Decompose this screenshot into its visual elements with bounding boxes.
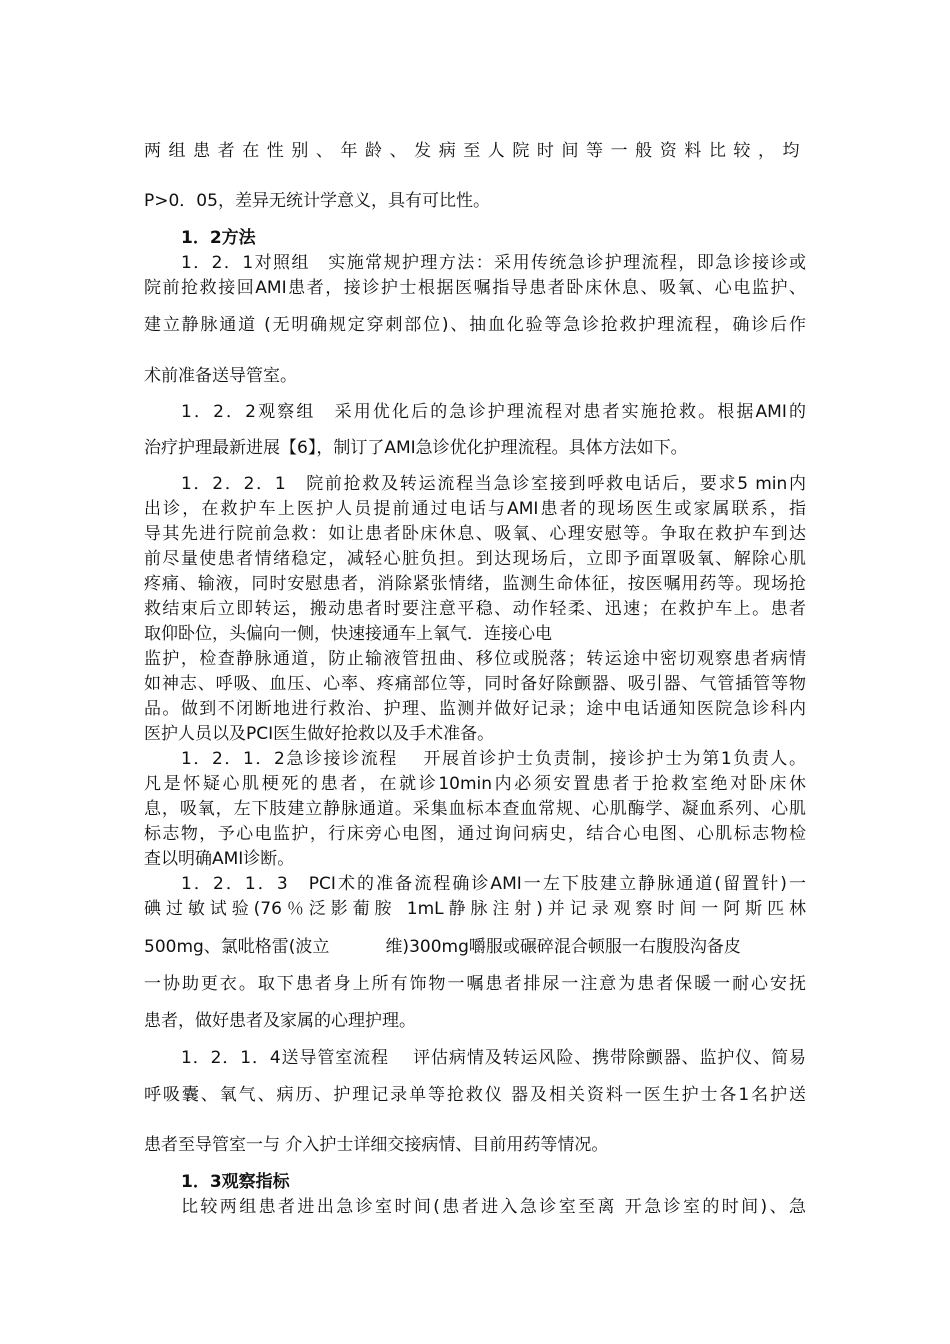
paragraph-line: 疼痛、输液，同时安慰患者，消除紧张情绪，监测生命体征，按医嘱用药等。现场抢 <box>144 574 806 594</box>
paragraph-line: 出诊，在救护车上医护人员提前通过电话与AMI患者的现场医生或家属联系，指 <box>144 499 806 519</box>
paragraph-line: 院前抢救接回AMI患者，接诊护士根据医嘱指导患者卧床休息、吸氧、心电监护、 <box>144 278 806 298</box>
line-segment: 维)300mg嚼服或碾碎混合顿服一右腹股沟备皮 <box>385 937 741 957</box>
paragraph-line: 术前准备送导管室。 <box>144 366 297 386</box>
paragraph-line: 一协助更衣。取下患者身上所有饰物一嘱患者排尿一注意为患者保暖一耐心安抚 <box>144 974 806 994</box>
paragraph-line: 医护人员以及PCI医生做好抢救以及手术准备。 <box>144 724 495 744</box>
paragraph-line: 如神志、呼吸、血压、心率、疼痛部位等，同时备好除颤器、吸引器、气管插管等物 <box>144 674 806 694</box>
paragraph-line: 凡是怀疑心肌梗死的患者，在就诊10min内必须安置患者于抢救室绝对卧床休 <box>144 774 806 794</box>
paragraph-line: 品。做到不闭断地进行救治、护理、监测并做好记录；途中电话通知医院急诊科内 <box>144 699 806 719</box>
paragraph-line: 1．2．1．4送导管室流程 评估病情及转运风险、携带除颤器、监护仪、简易 <box>181 1048 806 1068</box>
paragraph-line: 1．2．2．1 院前抢救及转运流程当急诊室接到呼救电话后，要求5 min内 <box>181 474 806 494</box>
paragraph-line: 查以明确AMI诊断。 <box>144 849 295 869</box>
paragraph-line: 监护，检查静脉通道，防止输液管扭曲、移位或脱落；转运途中密切观察患者病情 <box>144 649 806 669</box>
paragraph-line: 救结束后立即转运，搬动患者时要注意平稳、动作轻柔、迅速；在救护车上。患者 <box>144 599 806 619</box>
paragraph-line: P>0．05，差异无统计学意义，具有可比性。 <box>144 191 490 211</box>
section-heading-1-2: 1．2方法 <box>181 228 256 248</box>
paragraph-line: 息，吸氧，左下肢建立静脉通道。采集血标本查血常规、心肌酶学、凝血系列、心肌 <box>144 799 806 819</box>
paragraph-line <box>144 935 806 959</box>
paragraph-line: 取仰卧位，头偏向一侧，快速接通车上氧气．连接心电 <box>144 624 552 644</box>
paragraph-line: 1．2．2观察组 采用优化后的急诊护理流程对患者实施抢救。根据AMI的 <box>181 402 806 422</box>
paragraph-line: 1．2．1．2急诊接诊流程 开展首诊护士负责制，接诊护士为第1负责人。 <box>181 749 806 769</box>
paragraph-line: 患者至导管室一与 介入护士详细交接病情、目前用药等情况。 <box>144 1135 609 1155</box>
line-segment: 500mg、氯吡格雷(波立 <box>144 937 330 957</box>
paragraph-line: 前尽量使患者情绪稳定，减轻心脏负担。到达现场后，立即予面罩吸氧、解除心肌 <box>144 549 806 569</box>
paragraph-line: 标志物，予心电监护，行床旁心电图，通过询问病史，结合心电图、心肌标志物检 <box>144 824 806 844</box>
paragraph-line: 1．2．1对照组 实施常规护理方法：采用传统急诊护理流程，即急诊接诊或 <box>181 253 806 273</box>
paragraph-line: 碘过敏试验(76％泛影葡胺 1mL静脉注射)并记录观察时间一阿斯匹林 <box>144 899 806 919</box>
paragraph-line: 导其先进行院前急救：如让患者卧床休息、吸氧、心理安慰等。争取在救护车到达 <box>144 524 806 544</box>
paragraph-line: 两组患者在性别、年龄、发病至人院时间等一般资料比较，均 <box>144 141 806 161</box>
paragraph-line: 患者，做好患者及家属的心理护理。 <box>144 1011 416 1031</box>
paragraph-line: 建立静脉通道 (无明确规定穿刺部位)、抽血化验等急诊抢救护理流程，确诊后作 <box>144 315 806 335</box>
section-heading-1-3: 1．3观察指标 <box>181 1172 290 1192</box>
paragraph-line: 比较两组患者进出急诊室时间(患者进入急诊室至离 开急诊室的时间)、急 <box>181 1197 806 1217</box>
paragraph-line: 1．2．1．3 PCI术的准备流程确诊AMI一左下肢建立静脉通道(留置针)一 <box>181 874 806 894</box>
paragraph-line: 治疗护理最新进展【6】，制订了AMI急诊优化护理流程。具体方法如下。 <box>144 438 688 458</box>
paragraph-line: 呼吸囊、氧气、病历、护理记录单等抢救仪 器及相关资料一医生护士各1名护送 <box>144 1085 806 1105</box>
